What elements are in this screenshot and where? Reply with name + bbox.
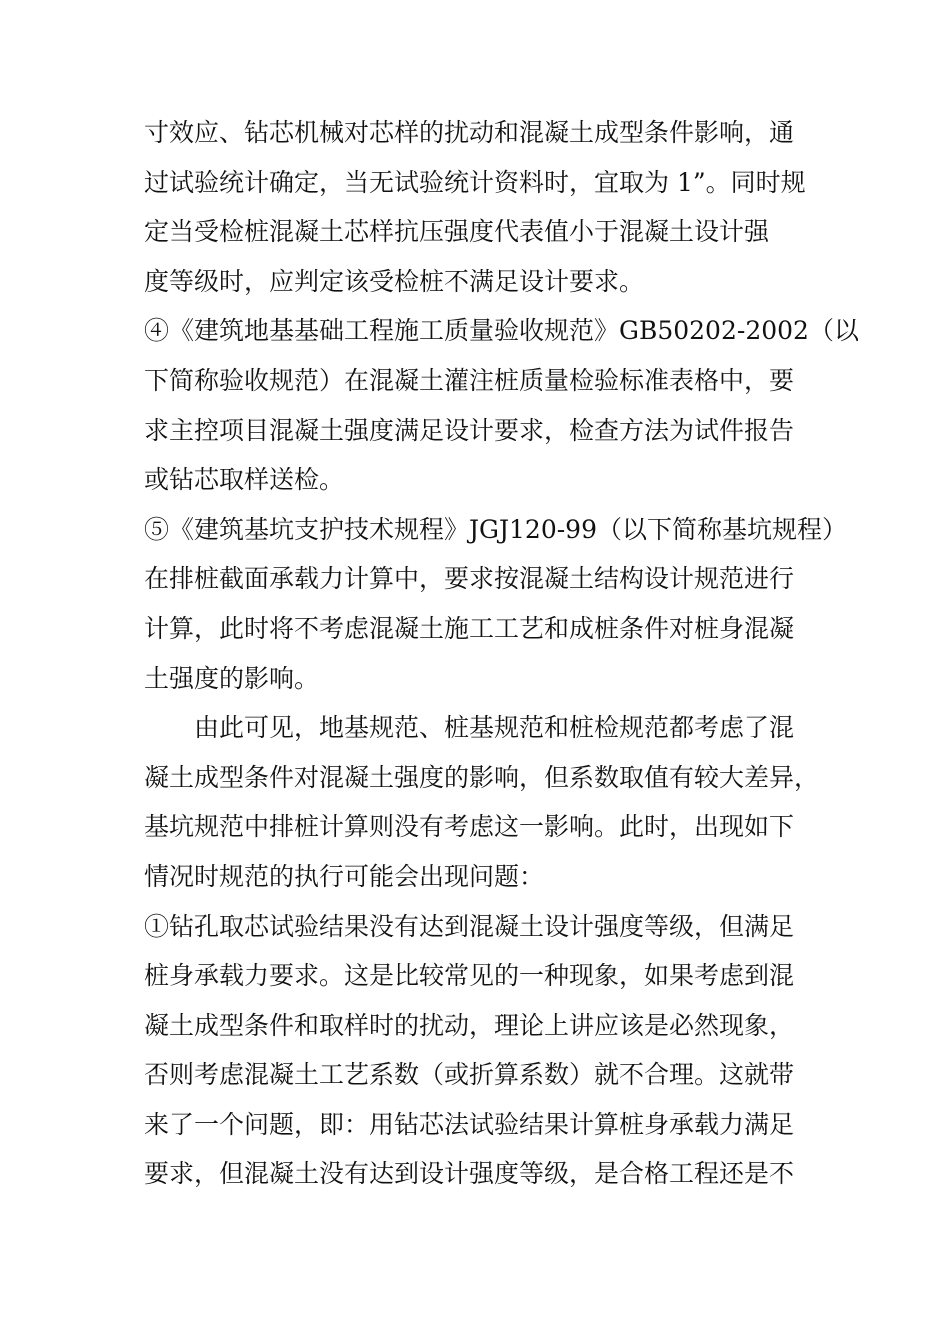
text-line: 情况时规范的执行可能会出现问题： [144, 861, 545, 891]
text-line: ①钻孔取芯试验结果没有达到混凝土设计强度等级，但满足 [144, 911, 795, 941]
text-line: 来了一个问题，即：用钻芯法试验结果计算桩身承载力满足 [144, 1109, 795, 1139]
text-line: 度等级时，应判定该受检桩不满足设计要求。 [144, 266, 645, 296]
text-line: 过试验统计确定，当无试验统计资料时，宜取为 1”。同时规 [144, 167, 806, 197]
text-line: 寸效应、钻芯机械对芯样的扰动和混凝土成型条件影响，通 [144, 118, 795, 147]
text-line: 桩身承载力要求。这是比较常见的一种现象，如果考虑到混 [144, 961, 795, 991]
text-line: 在排桩截面承载力计算中，要求按混凝土结构设计规范进行 [144, 564, 795, 594]
text-line: 要求，但混凝土没有达到设计强度等级，是合格工程还是不 [144, 1159, 795, 1189]
text-line: 凝土成型条件和取样时的扰动，理论上讲应该是必然现象， [144, 1010, 795, 1040]
text-line: 由此可见，地基规范、桩基规范和桩检规范都考虑了混 [194, 713, 795, 743]
text-line: ④《建筑地基基础工程施工质量验收规范》GB50202-2002（以 [144, 316, 859, 346]
text-line: ⑤《建筑基坑支护技术规程》JGJ120-99（以下简称基坑规程） [144, 514, 847, 544]
text-line: 凝土成型条件对混凝土强度的影响，但系数取值有较大差异， [144, 762, 820, 792]
text-line: 定当受检桩混凝土芯样抗压强度代表值小于混凝土设计强 [144, 217, 770, 247]
text-line: 否则考虑混凝土工艺系数（或折算系数）就不合理。这就带 [144, 1060, 795, 1090]
text-line: 或钻芯取样送检。 [144, 465, 345, 495]
text-line: 下简称验收规范）在混凝土灌注桩质量检验标准表格中，要 [144, 365, 795, 395]
text-line: 求主控项目混凝土强度满足设计要求，检查方法为试件报告 [144, 415, 795, 445]
text-line: 计算，此时将不考虑混凝土施工工艺和成桩条件对桩身混凝 [144, 613, 795, 643]
text-line: 基坑规范中排桩计算则没有考虑这一影响。此时，出现如下 [144, 812, 795, 842]
document-body [144, 108, 859, 1199]
text-line: 土强度的影响。 [144, 663, 320, 693]
